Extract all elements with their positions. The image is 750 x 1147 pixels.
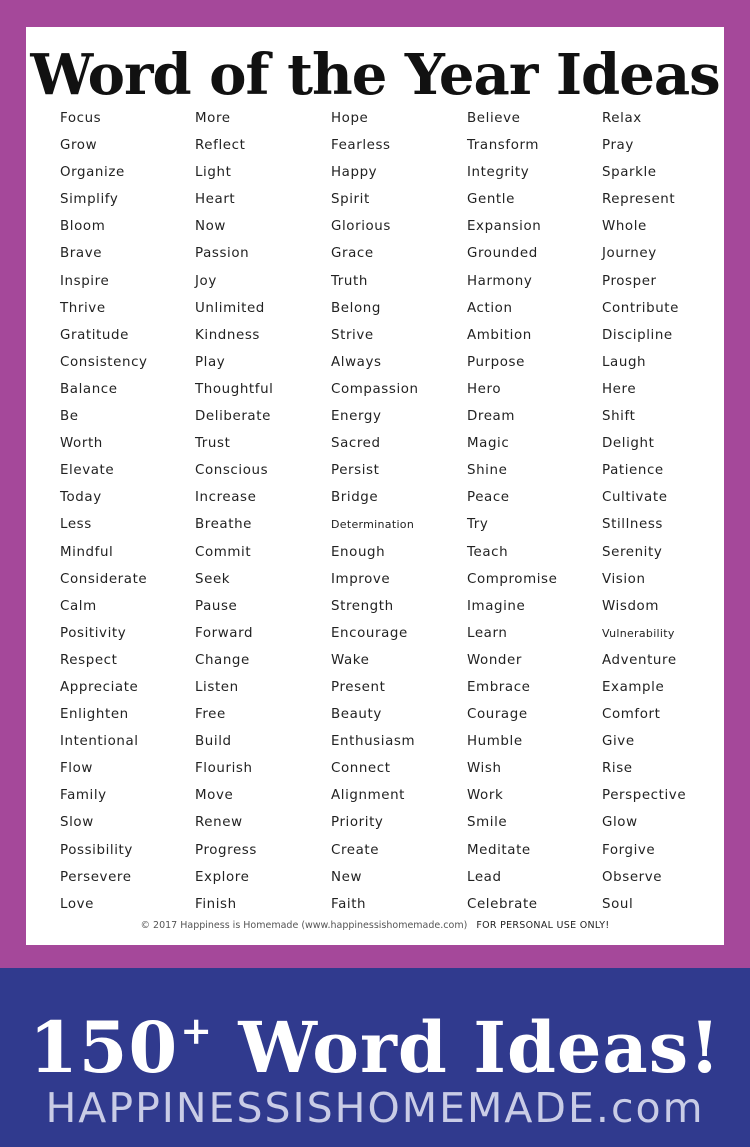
word-item: Stillness [602, 517, 663, 533]
word-item: Wish [467, 761, 502, 777]
word-item: Wake [331, 652, 370, 668]
word-item: Organize [60, 165, 125, 181]
word-item: Light [195, 165, 232, 181]
word-item: Glorious [331, 219, 391, 235]
headline-number: 150 [29, 1006, 179, 1089]
word-item: Kindness [195, 327, 260, 343]
copyright-text: © 2017 Happiness is Homemade (www.happinessishomemade.com) [140, 920, 468, 931]
word-item: Serenity [602, 544, 663, 560]
word-item: Considerate [60, 571, 148, 587]
word-item: Lead [467, 869, 502, 885]
word-item: Vulnerability [602, 626, 675, 640]
word-column-2 [195, 105, 331, 918]
word-item: Balance [60, 381, 118, 397]
word-item: Grounded [467, 246, 538, 262]
word-item: Enthusiasm [331, 734, 416, 750]
word-item: Less [60, 517, 92, 533]
word-item: Celebrate [467, 896, 538, 912]
word-item: Journey [602, 246, 657, 262]
word-item: Dream [467, 409, 516, 425]
word-item: Increase [195, 490, 257, 506]
word-item: Today [60, 490, 102, 506]
word-item: Encourage [331, 625, 408, 641]
footer-credit [26, 920, 724, 931]
word-item: Imagine [467, 598, 526, 614]
word-item: Thoughtful [195, 381, 274, 397]
word-item: Strive [331, 327, 374, 343]
word-item: Listen [195, 679, 239, 695]
word-item: Rise [602, 761, 633, 777]
word-item: Elevate [60, 463, 115, 479]
word-item: Represent [602, 192, 676, 208]
word-item: Harmony [467, 273, 533, 289]
word-item: Ambition [467, 327, 532, 343]
word-item: Give [602, 734, 635, 750]
word-item: Build [195, 734, 232, 750]
word-item: Explore [195, 869, 250, 885]
word-item: Focus [60, 111, 102, 126]
word-item: Persevere [60, 869, 132, 885]
word-item: Magic [467, 436, 510, 452]
word-item: Intentional [60, 734, 139, 750]
word-item: Whole [602, 219, 647, 235]
word-item: Flow [60, 761, 93, 777]
word-item: Possibility [60, 842, 133, 858]
word-item: Spirit [331, 192, 370, 208]
word-item: Action [467, 300, 513, 316]
headline-text: Word Ideas! [238, 1006, 721, 1089]
word-item: Courage [467, 707, 528, 723]
word-item: Positivity [60, 625, 127, 641]
word-item: Persist [331, 463, 380, 479]
word-item: New [331, 869, 363, 885]
word-item: Teach [467, 544, 509, 560]
word-column-3 [331, 105, 467, 918]
word-item: Relax [602, 111, 642, 126]
word-item: Bridge [331, 490, 379, 506]
word-column-1 [60, 105, 196, 918]
word-item: Wisdom [602, 598, 659, 614]
word-item: Reflect [195, 138, 246, 154]
word-item: Humble [467, 734, 523, 750]
blue-banner [0, 968, 750, 1147]
word-item: Consistency [60, 354, 148, 370]
word-item: Sacred [331, 436, 381, 452]
word-item: Belong [331, 300, 381, 316]
word-item: Truth [331, 273, 368, 289]
word-item: Be [60, 409, 79, 425]
word-item: Hero [467, 381, 502, 397]
word-item: Brave [60, 246, 103, 262]
word-item: Here [602, 381, 637, 397]
word-item: Integrity [467, 165, 530, 181]
word-item: Soul [602, 896, 634, 912]
page-title: Word of the Year Ideas [30, 42, 720, 108]
word-item: Progress [195, 842, 257, 858]
word-item: Pray [602, 138, 634, 154]
word-item: Faith [331, 896, 367, 912]
word-item: Grace [331, 246, 374, 262]
word-item: Determination [331, 518, 415, 532]
word-item: Hope [331, 111, 369, 126]
word-item: Thrive [60, 300, 106, 316]
word-item: Shine [467, 463, 508, 479]
word-item: Enough [331, 544, 386, 560]
word-item: Family [60, 788, 107, 804]
word-item: Renew [195, 815, 243, 831]
word-item: Smile [467, 815, 508, 831]
word-item: Peace [467, 490, 510, 506]
word-item: Delight [602, 436, 655, 452]
word-item: Trust [195, 436, 231, 452]
word-item: Improve [331, 571, 391, 587]
word-item: Grow [60, 138, 98, 154]
word-item: Contribute [602, 300, 679, 316]
word-item: Simplify [60, 192, 119, 208]
word-item: Wonder [467, 652, 522, 668]
word-item: Forward [195, 625, 254, 641]
word-item: Alignment [331, 788, 406, 804]
word-item: Deliberate [195, 409, 271, 425]
word-item: Glow [602, 815, 638, 831]
word-item: Respect [60, 652, 118, 668]
word-column-4 [467, 105, 603, 918]
word-item: Now [195, 219, 226, 235]
word-item: Love [60, 896, 94, 912]
personal-use-text: FOR PERSONAL USE ONLY! [476, 920, 610, 931]
word-item: Fearless [331, 138, 391, 154]
word-item: Cultivate [602, 490, 668, 506]
word-item: Adventure [602, 652, 677, 668]
word-item: Vision [602, 571, 646, 587]
word-item: Move [195, 788, 234, 804]
word-item: Transform [467, 138, 540, 154]
word-item: Pause [195, 598, 238, 614]
word-item: Calm [60, 598, 97, 614]
word-item: Believe [467, 111, 521, 126]
word-item: Try [467, 517, 489, 533]
word-item: Forgive [602, 842, 656, 858]
word-item: Heart [195, 192, 236, 208]
word-column-5 [602, 105, 738, 918]
word-item: Priority [331, 815, 384, 831]
word-item: Purpose [467, 354, 525, 370]
word-item: Connect [331, 761, 391, 777]
word-item: Mindful [60, 544, 114, 560]
word-item: Patience [602, 463, 664, 479]
word-item: Inspire [60, 273, 110, 289]
word-item: Change [195, 652, 250, 668]
word-item: Compassion [331, 381, 419, 397]
word-item: Conscious [195, 463, 269, 479]
word-item: Work [467, 788, 504, 804]
word-item: Appreciate [60, 679, 139, 695]
word-item: Finish [195, 896, 237, 912]
word-item: Flourish [195, 761, 253, 777]
word-item: More [195, 111, 231, 126]
banner-headline [0, 986, 750, 1089]
word-item: Shift [602, 409, 636, 425]
word-item: Strength [331, 598, 394, 614]
word-item: Joy [195, 273, 217, 289]
word-item: Enlighten [60, 707, 129, 723]
word-item: Beauty [331, 707, 382, 723]
word-item: Comfort [602, 707, 661, 723]
word-item: Laugh [602, 354, 647, 370]
word-item: Expansion [467, 219, 542, 235]
word-item: Gratitude [60, 327, 129, 343]
word-item: Example [602, 679, 665, 695]
word-item: Prosper [602, 273, 657, 289]
headline-plus: + [180, 1008, 214, 1053]
word-list-card [26, 27, 724, 945]
word-item: Always [331, 354, 382, 370]
word-item: Present [331, 679, 386, 695]
word-item: Gentle [467, 192, 515, 208]
word-item: Slow [60, 815, 94, 831]
word-item: Compromise [467, 571, 558, 587]
word-item: Observe [602, 869, 663, 885]
word-item: Passion [195, 246, 250, 262]
word-item: Discipline [602, 327, 673, 343]
word-item: Commit [195, 544, 252, 560]
word-item: Free [195, 707, 226, 723]
word-item: Bloom [60, 219, 106, 235]
site-url: HAPPINESSISHOMEMADE.com [45, 1084, 705, 1132]
word-item: Play [195, 354, 226, 370]
word-item: Meditate [467, 842, 531, 858]
word-item: Unlimited [195, 300, 265, 316]
word-item: Embrace [467, 679, 531, 695]
word-item: Happy [331, 165, 378, 181]
word-item: Energy [331, 409, 382, 425]
word-item: Worth [60, 436, 103, 452]
word-item: Sparkle [602, 165, 657, 181]
word-item: Learn [467, 625, 508, 641]
word-item: Seek [195, 571, 231, 587]
word-item: Breathe [195, 517, 253, 533]
word-item: Create [331, 842, 380, 858]
word-item: Perspective [602, 788, 687, 804]
